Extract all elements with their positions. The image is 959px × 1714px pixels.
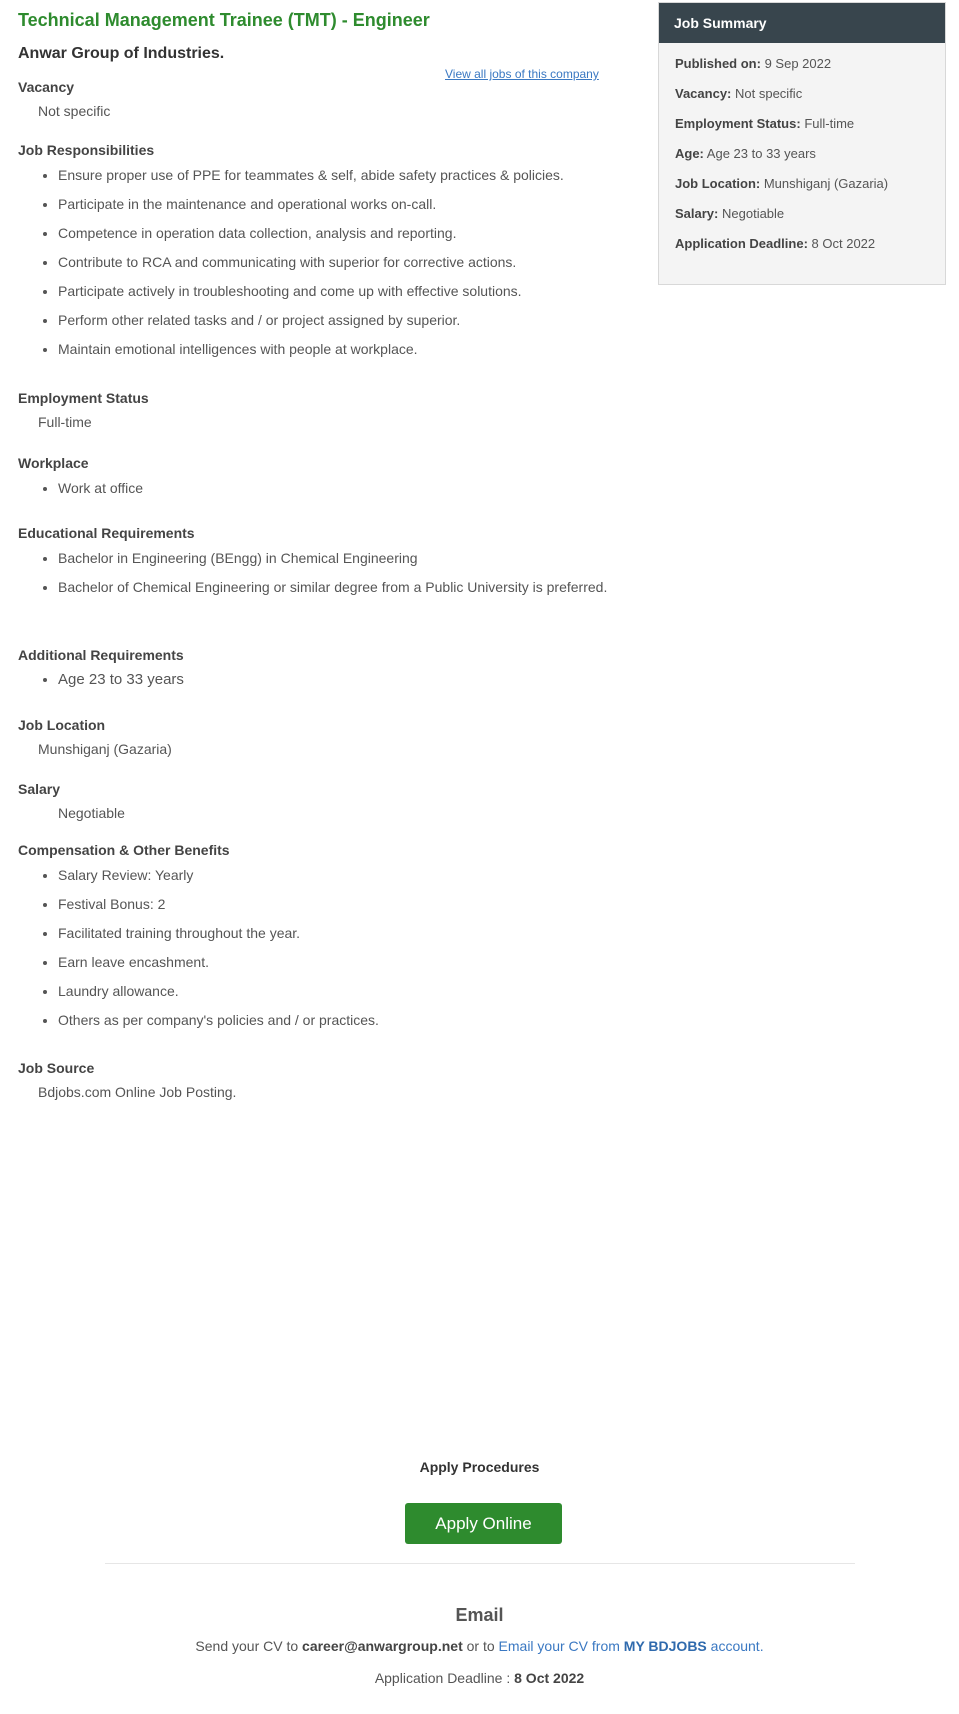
list-item: • Others as per company's policies and / or practices. [58, 1008, 608, 1032]
summary-age: Age: Age 23 to 33 years [675, 146, 816, 161]
job-location-value: Munshiganj (Gazaria) [38, 741, 172, 757]
workplace-heading: Workplace [18, 455, 89, 471]
education-heading: Educational Requirements [18, 525, 195, 541]
responsibilities-list [18, 163, 608, 361]
list-item: • Laundry allowance. [58, 979, 608, 1003]
salary-heading: Salary [18, 781, 61, 797]
employment-status-value: Full-time [38, 414, 92, 430]
job-source-section [18, 1059, 608, 1102]
salary-section [18, 780, 608, 823]
job-location-heading: Job Location [18, 717, 106, 733]
list-item: • Salary Review: Yearly [58, 863, 608, 887]
job-summary-panel [658, 2, 946, 285]
list-item: • Bachelor of Chemical Engineering or similar degree from a Public University is preferred. [58, 575, 608, 599]
list-item: • Maintain emotional intelligences with people at workplace. [58, 337, 608, 361]
application-deadline: Application Deadline : 8 Oct 2022 [374, 1670, 585, 1686]
list-item: • Work at office [58, 476, 608, 500]
employment-status-section [18, 389, 608, 432]
list-item: • Participate actively in troubleshooting and come up with effective solutions. [58, 279, 608, 303]
benefits-list [18, 863, 608, 1032]
divider [105, 1563, 855, 1564]
summary-deadline: Application Deadline: 8 Oct 2022 [675, 236, 876, 251]
workplace-list [18, 476, 608, 500]
list-item: • Age 23 to 33 years [58, 668, 608, 692]
apply-online-button[interactable]: Apply Online [405, 1503, 562, 1544]
benefits-heading: Compensation & Other Benefits [18, 842, 230, 858]
additional-requirements-heading: Additional Requirements [18, 647, 184, 663]
job-source-heading: Job Source [18, 1060, 95, 1076]
workplace-section [18, 454, 608, 505]
job-source-value: Bdjobs.com Online Job Posting. [38, 1084, 237, 1100]
company-name: Anwar Group of Industries. [18, 45, 225, 62]
summary-location: Job Location: Munshiganj (Gazaria) [675, 176, 889, 191]
list-item: • Bachelor in Engineering (BEngg) in Chemical Engineering [58, 546, 608, 570]
vacancy-heading: Vacancy [18, 79, 75, 95]
summary-published: Published on: 9 Sep 2022 [675, 56, 832, 71]
summary-salary: Salary: Negotiable [675, 206, 785, 221]
job-title: Technical Management Trainee (TMT) - Engineer [18, 10, 430, 30]
job-location-section [18, 716, 608, 759]
job-summary-heading: Job Summary [659, 3, 945, 43]
email-address: career@anwargroup.net [302, 1638, 463, 1654]
list-item: • Contribute to RCA and communicating with superior for corrective actions. [58, 250, 608, 274]
email-cv-link[interactable]: Email your CV from MY BDJOBS account. [498, 1638, 764, 1654]
email-heading: Email [455, 1605, 504, 1625]
responsibilities-heading: Job Responsibilities [18, 142, 155, 158]
employment-status-heading: Employment Status [18, 390, 149, 406]
list-item: • Ensure proper use of PPE for teammates & self, abide safety practices & policies. [58, 163, 608, 187]
salary-value: Negotiable [58, 805, 125, 821]
education-section [18, 524, 608, 604]
vacancy-value: Not specific [38, 103, 111, 119]
list-item: • Festival Bonus: 2 [58, 892, 608, 916]
list-item: • Facilitated training throughout the year. [58, 921, 608, 945]
list-item: • Perform other related tasks and / or project assigned by superior. [58, 308, 608, 332]
mybdjobs-brand: MY BDJOBS [623, 1638, 707, 1654]
summary-vacancy: Vacancy: Not specific [675, 86, 803, 101]
additional-requirements-section [18, 646, 608, 697]
summary-employment-status: Employment Status: Full-time [675, 116, 855, 131]
additional-requirements-list [18, 668, 608, 692]
benefits-section [18, 841, 608, 1037]
deadline-date: 8 Oct 2022 [514, 1670, 585, 1686]
list-item: • Competence in operation data collection, analysis and reporting. [58, 221, 608, 245]
education-list [18, 546, 608, 599]
apply-procedures-heading: Apply Procedures [419, 1459, 540, 1475]
responsibilities-section [18, 141, 608, 366]
vacancy-section [18, 78, 608, 121]
email-instructions: Send your CV to career@anwargroup.net or to Email your CV from MY BDJOBS account. [195, 1638, 764, 1654]
list-item: • Participate in the maintenance and operational works on-call. [58, 192, 608, 216]
view-all-jobs-link[interactable]: View all jobs of this company [445, 67, 599, 81]
list-item: • Earn leave encashment. [58, 950, 608, 974]
